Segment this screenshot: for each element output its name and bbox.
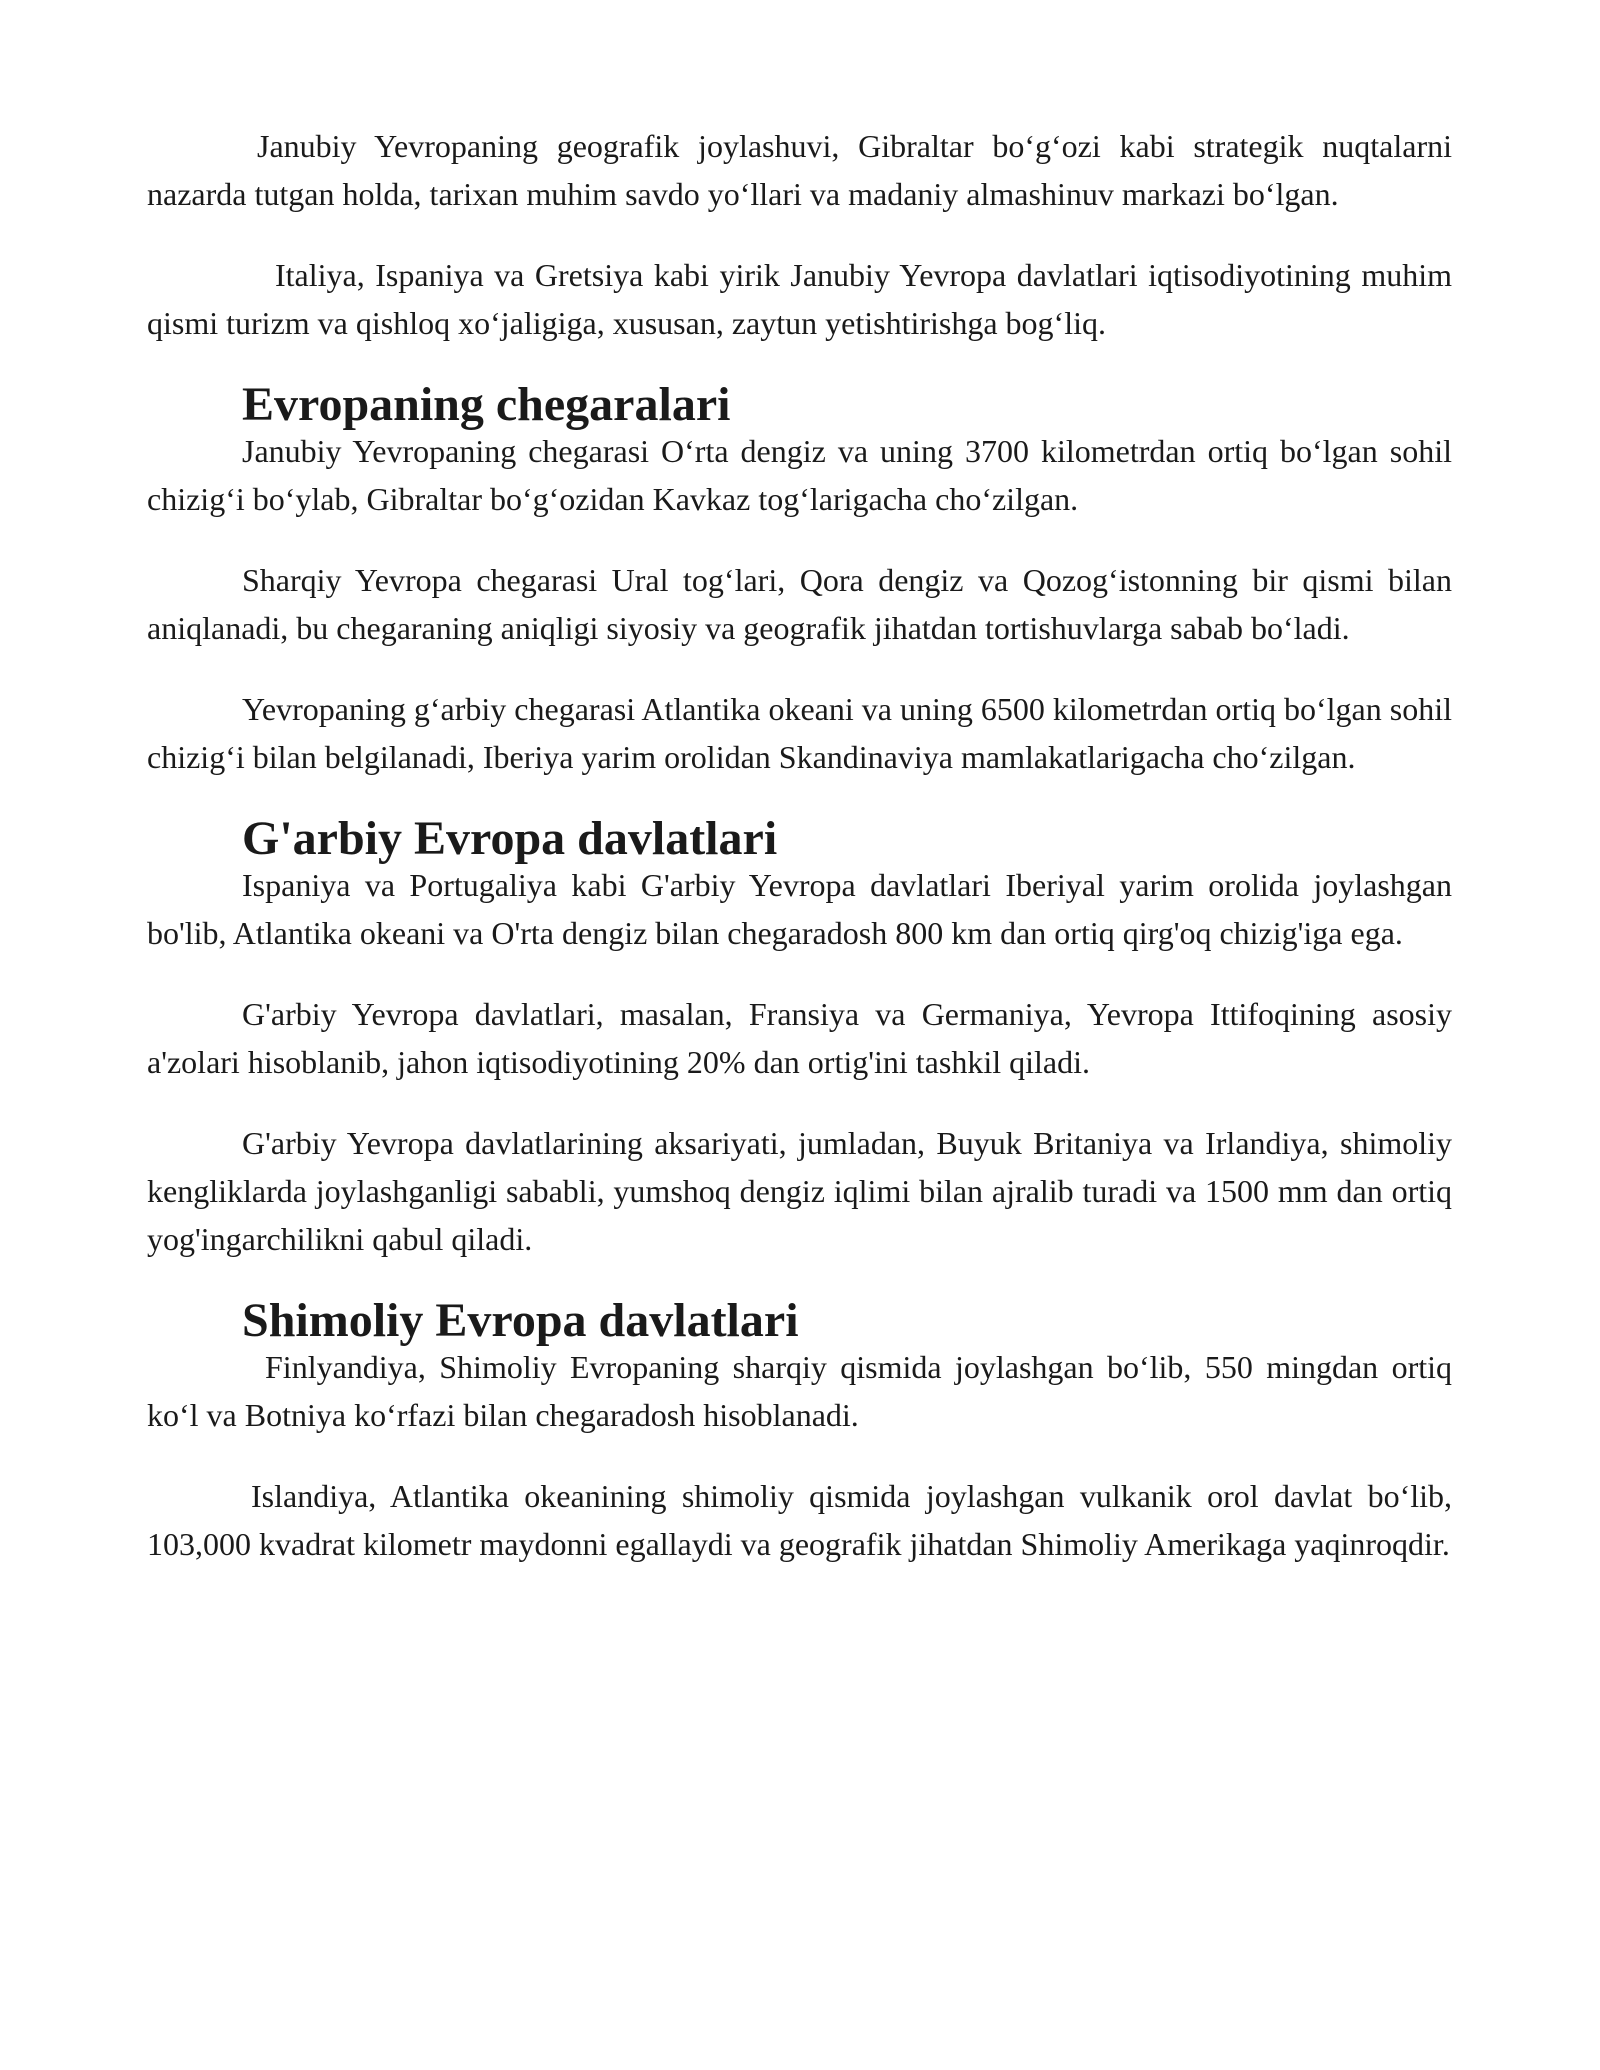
paragraph-finland: Finlyandiya, Shimoliy Evropaning sharqiy qismida joylashgan bo‘lib, 550 mingdan ortiq ko‘l va Botniya ko‘rfazi bilan chegaradosh hisoblanadi. [147,1349,1452,1433]
paragraph-france-germany: G'arbiy Yevropa davlatlari, masalan, Fransiya va Germaniya, Yevropa Ittifoqining asosiy a'zolari hisoblanib, jahon iqtisodiyotining 20% dan ortig'ini tashkil qiladi. [147,996,1452,1080]
paragraph-western-border: Yevropaning g‘arbiy chegarasi Atlantika okeani va uning 6500 kilometrdan ortiq bo‘lgan sohil chizig‘i bilan belgilanadi, Iberiya yarim orolidan Skandinaviya mamlakatlarigacha cho‘zilgan. [147,691,1452,775]
paragraph-southern-europe-economy: Italiya, Ispaniya va Gretsiya kabi yirik Janubiy Yevropa davlatlari iqtisodiyotining muhim qismi turizm va qishloq xo‘jaligiga, xususan, zaytun yetishtirishga bog‘liq. [147,257,1452,341]
paragraph-southern-border: Janubiy Yevropaning chegarasi O‘rta dengiz va uning 3700 kilometrdan ortiq bo‘lgan sohil chizig‘i bo‘ylab, Gibraltar bo‘g‘ozidan Kavkaz tog‘larigacha cho‘zilgan. [147,433,1452,517]
paragraph-uk-ireland: G'arbiy Yevropa davlatlarining aksariyati, jumladan, Buyuk Britaniya va Irlandiya, shimoliy kengliklarda joylashganligi sababli, yumshoq dengiz iqlimi bilan ajralib turadi va 1500 mm dan ortiq yog'ingarchilikni qabul qiladi. [147,1125,1452,1257]
paragraph-iceland: Islandiya, Atlantika okeanining shimoliy qismida joylashgan vulkanik orol davlat bo‘lib, 103,000 kvadrat kilometr maydonni egallaydi va geografik jihatdan Shimoliy Amerikaga yaqinroqdir. [147,1478,1452,1562]
paragraph-eastern-border: Sharqiy Yevropa chegarasi Ural tog‘lari, Qora dengiz va Qozog‘istonning bir qismi bilan aniqlanadi, bu chegaraning aniqligi siyosiy va geografik jihatdan tortishuvlarga sabab bo‘ladi. [147,562,1452,646]
heading-western-europe: G'arbiy Evropa davlatlari [242,812,778,865]
paragraph-iberia: Ispaniya va Portugaliya kabi G'arbiy Yevropa davlatlari Iberiyal yarim orolida joylashgan bo'lib, Atlantika okeani va O'rta dengiz bilan chegaradosh 800 km dan ortiq qirg'oq chizig'iga ega. [147,867,1452,951]
heading-europe-borders: Evropaning chegaralari [242,378,731,431]
heading-northern-europe: Shimoliy Evropa davlatlari [242,1294,799,1347]
document-page [147,122,1452,1568]
paragraph-southern-europe-location: Janubiy Yevropaning geografik joylashuvi, Gibraltar bo‘g‘ozi kabi strategik nuqtalarni nazarda tutgan holda, tarixan muhim savdo yo‘llari va madaniy almashinuv markazi bo‘lgan. [147,128,1452,212]
